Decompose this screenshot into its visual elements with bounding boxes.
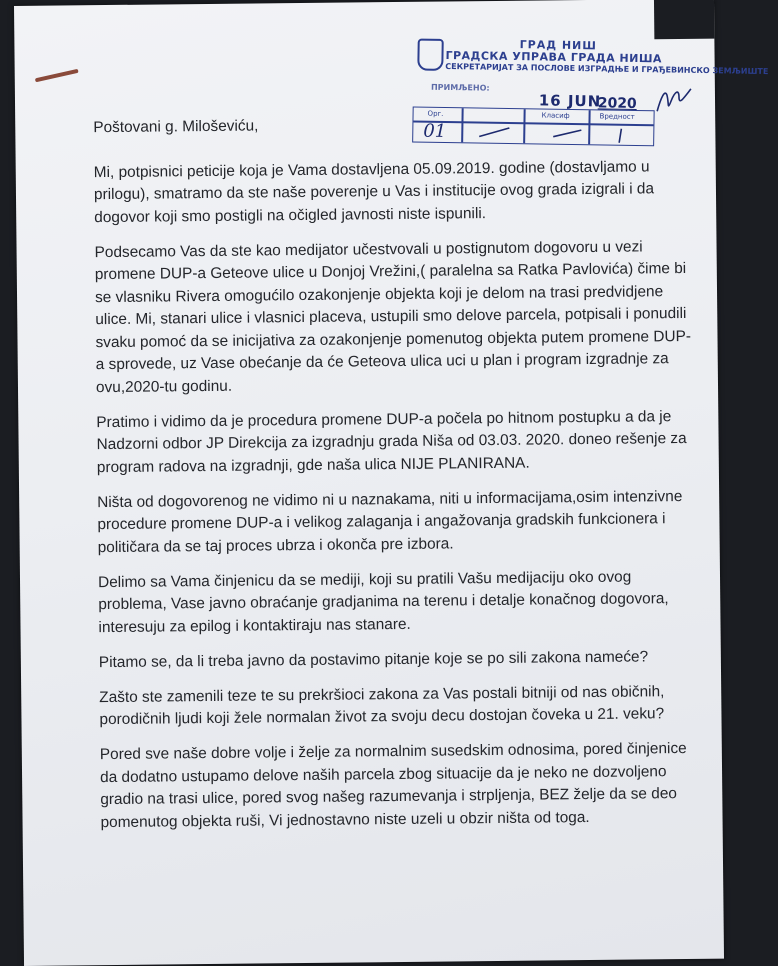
coat-of-arms-icon — [417, 39, 443, 71]
paragraph: Pratimo i vidimo da je procedura promene DUP-a počela po hitnom postupku a da je Nadzorni odbor JP Direkcija za izgradnju grada Niša od 03.03. 2020. doneo rešenje za program radova na izgradnji, gde naša ulica NIJE PLANIRANA. — [96, 407, 687, 476]
background-corner — [654, 0, 714, 39]
stamp-secretariat: СЕКРЕТАРИЈАТ ЗА ПОСЛОВЕ ИЗГРАДЊЕ И ГРАЂЕВИНСКО ЗЕМЉИШТЕ — [445, 61, 769, 77]
letter-sheet — [14, 0, 769, 966]
paragraph: Pored sve naše dobre volje i želje za normalnim susedskim odnosima, pored činjenice da dodatno ustupamo delove naših parcela zbog situacije da je neko ne dozvoljeno gradio na trasi ulice, pored svog našeg razumevanja i strpljenja, BEZ želje da se deo pomenutog objekta ruši, Vi jednostavno niste uzeli u obzir ništa od toga. — [99, 739, 687, 831]
stamp-city: ГРАД НИШ — [519, 38, 597, 53]
paragraph: Pitamo se, da li treba javno da postavimo pitanje koje se po sili zakona nameće? — [98, 647, 649, 671]
stamp-col-org: Орг. — [427, 109, 444, 118]
letter-body — [93, 111, 701, 847]
stamp-date: 16 JUN — [538, 91, 602, 111]
stamp-org-value: 01 — [423, 120, 447, 142]
paragraph: Podsecamo Vas da ste kao medijator učestvovali u postignutom dogovoru u vezi promene DUP-a Geteove ulice u Donjoj Vrežini,( paralelna sa Ratka Pavlovića) čime bi se vlasniku Rivera omogućilo ozakonjenje objekta koji je delom na trasi predvidjene ulice. Mi, stanari ulice i vlasnici placeva, ustupili smo delove parcela, potpisali i ponudili svaku pomoć da se inicijativa za ozakonjenje pomenutog objekta putem promene DUP-a sprovede, uz Vase obećanje da će Geteova ulica uci u plan i program izgradnje za ovu,2020-tu godinu. — [94, 237, 692, 396]
paragraph: Ništa od dogovorenog ne vidimo ni u naznakama, niti u informacijama,osim intenzivne procedure promene DUP-a i velikog zalaganja i angažovanja gradskih funkcionera i političara da se taj proces ubrza i okonča pre izbora. — [97, 487, 683, 556]
pen-mark — [35, 69, 79, 83]
stamp-administration: ГРАДСКА УПРАВА ГРАДА НИША — [445, 48, 663, 66]
stamp-col-class: Класиф — [541, 111, 570, 120]
paragraph: Mi, potpisnici peticije koja je Vama dostavljena 05.09.2019. godine (dostavljamo u prilogu), smatramo da ste naše poverenje u Vas i institucije ovog grada izigrali i da dogovor koji smo postigli na očigled javnosti niste ispunili. — [93, 157, 655, 226]
stamp-received-label: ПРИМЉЕНО: — [430, 82, 490, 93]
salutation: Poštovani g. Miloševiću, — [93, 117, 259, 137]
paragraph: Delimo sa Vama činjenicu da se mediji, koji su pratili Vašu medijaciju oko ovog problema, Vase javno obraćanje gradjanima na terenu i detalje konačnog dogovora, interesuju za epilog i kontaktiraju nas stanare. — [97, 568, 669, 636]
stamp-col-value: Вредност — [599, 112, 635, 121]
paragraph: Zašto ste zamenili teze te su prekršioci zakona za Vas postali bitniji od nas običnih, porodičnih ljudi koji žele normalan život za svoju decu dostojan čoveka u 21. veku? — [99, 682, 665, 729]
stamp-year: 2020 — [597, 95, 637, 112]
